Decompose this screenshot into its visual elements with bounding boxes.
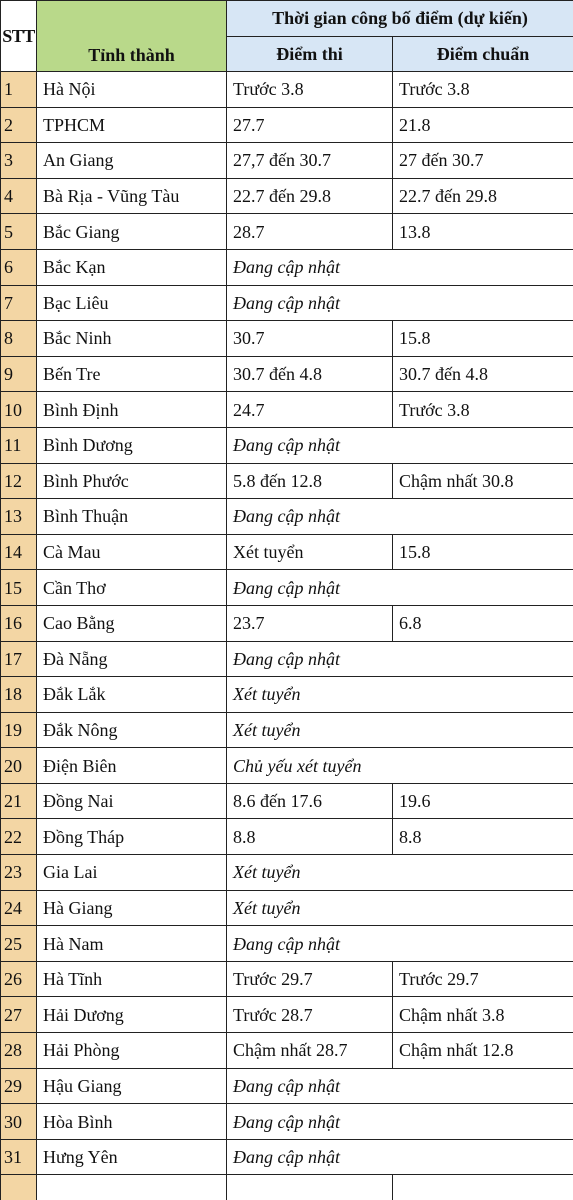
table-row — [1, 321, 573, 357]
benchmark-date-cell: 6.8 — [393, 605, 573, 641]
benchmark-date-cell: Chậm nhất 30.8 — [393, 463, 573, 499]
row-number: 31 — [1, 1139, 37, 1175]
table-row — [1, 712, 573, 748]
province-cell: TPHCM — [37, 107, 227, 143]
table-row — [1, 961, 573, 997]
exam-score-date-cell: Xét tuyển — [227, 534, 393, 570]
province-cell: Cà Mau — [37, 534, 227, 570]
table-row — [1, 641, 573, 677]
province-cell: Bà Rịa - Vũng Tàu — [37, 178, 227, 214]
benchmark-date-cell: Trước 3.8 — [393, 72, 573, 108]
province-cell: Hòa Bình — [37, 1104, 227, 1140]
exam-score-date-cell: 8.8 — [227, 819, 393, 855]
exam-score-date-cell: 30.7 — [227, 321, 393, 357]
benchmark-header: Điểm chuẩn — [393, 36, 573, 72]
table-row — [1, 249, 573, 285]
benchmark-date-cell: 27 đến 30.7 — [393, 143, 573, 179]
province-header: Tỉnh thành — [37, 1, 227, 72]
province-cell: Bắc Giang — [37, 214, 227, 250]
province-cell: Đắk Nông — [37, 712, 227, 748]
table-row — [1, 143, 573, 179]
exam-score-date-cell: 5.8 đến 12.8 — [227, 463, 393, 499]
row-number: 1 — [1, 72, 37, 108]
table-row — [1, 534, 573, 570]
benchmark-date-cell: Chậm nhất 3.8 — [393, 997, 573, 1033]
row-number: 20 — [1, 748, 37, 784]
table-row — [1, 427, 573, 463]
row-number: 27 — [1, 997, 37, 1033]
row-number: 12 — [1, 463, 37, 499]
exam-score-date-cell: 28.7 — [227, 214, 393, 250]
province-cell: Điện Biên — [37, 748, 227, 784]
benchmark-date-cell: 8.8 — [393, 819, 573, 855]
empty-cell — [37, 1175, 227, 1200]
benchmark-date-cell: 13.8 — [393, 214, 573, 250]
status-note-cell: Đang cập nhật — [227, 1104, 573, 1140]
table-row — [1, 748, 573, 784]
exam-score-date-cell: Trước 29.7 — [227, 961, 393, 997]
province-cell: Hà Tĩnh — [37, 961, 227, 997]
benchmark-date-cell: 15.8 — [393, 534, 573, 570]
row-number: 13 — [1, 499, 37, 535]
table-row — [1, 819, 573, 855]
province-cell: Cần Thơ — [37, 570, 227, 606]
empty-cell — [1, 1175, 37, 1200]
exam-score-date-cell: 23.7 — [227, 605, 393, 641]
table-row — [1, 997, 573, 1033]
status-note-cell: Đang cập nhật — [227, 249, 573, 285]
benchmark-date-cell: Chậm nhất 12.8 — [393, 1033, 573, 1069]
benchmark-date-cell: Trước 3.8 — [393, 392, 573, 428]
row-number: 8 — [1, 321, 37, 357]
benchmark-date-cell: 19.6 — [393, 783, 573, 819]
row-number: 6 — [1, 249, 37, 285]
row-number: 9 — [1, 356, 37, 392]
status-note-cell: Đang cập nhật — [227, 285, 573, 321]
province-cell: Bắc Kạn — [37, 249, 227, 285]
table-row — [1, 1139, 573, 1175]
exam-score-date-cell: 22.7 đến 29.8 — [227, 178, 393, 214]
province-cell: Bến Tre — [37, 356, 227, 392]
table-row — [1, 783, 573, 819]
table-row — [1, 605, 573, 641]
status-note-cell: Đang cập nhật — [227, 427, 573, 463]
status-note-cell: Xét tuyển — [227, 677, 573, 713]
row-number: 19 — [1, 712, 37, 748]
row-number: 11 — [1, 427, 37, 463]
status-note-cell: Xét tuyển — [227, 890, 573, 926]
table-header — [1, 1, 573, 72]
status-note-cell: Đang cập nhật — [227, 926, 573, 962]
table-row — [1, 1104, 573, 1140]
status-note-cell: Đang cập nhật — [227, 1068, 573, 1104]
exam-score-date-cell: 27,7 đến 30.7 — [227, 143, 393, 179]
status-note-cell: Xét tuyển — [227, 712, 573, 748]
table-row — [1, 855, 573, 891]
province-cell: Đồng Nai — [37, 783, 227, 819]
row-number: 26 — [1, 961, 37, 997]
province-cell: Đà Nẵng — [37, 641, 227, 677]
province-cell: Bình Dương — [37, 427, 227, 463]
province-cell: Hưng Yên — [37, 1139, 227, 1175]
province-cell: Hà Nam — [37, 926, 227, 962]
province-cell: Bắc Ninh — [37, 321, 227, 357]
table-row — [1, 890, 573, 926]
row-number: 10 — [1, 392, 37, 428]
benchmark-date-cell: Trước 29.7 — [393, 961, 573, 997]
row-number: 18 — [1, 677, 37, 713]
benchmark-date-cell: 21.8 — [393, 107, 573, 143]
benchmark-date-cell: 22.7 đến 29.8 — [393, 178, 573, 214]
table-row — [1, 499, 573, 535]
province-cell: Bạc Liêu — [37, 285, 227, 321]
row-number: 5 — [1, 214, 37, 250]
province-cell: Hà Nội — [37, 72, 227, 108]
table-row — [1, 72, 573, 108]
exam-score-date-cell: 30.7 đến 4.8 — [227, 356, 393, 392]
exam-score-date-cell: 27.7 — [227, 107, 393, 143]
row-number: 24 — [1, 890, 37, 926]
row-number: 21 — [1, 783, 37, 819]
province-cell: Bình Thuận — [37, 499, 227, 535]
announcement-time-header: Thời gian công bố điểm (dự kiến) — [227, 1, 573, 37]
province-cell: Bình Định — [37, 392, 227, 428]
province-cell: Đồng Tháp — [37, 819, 227, 855]
row-number: 16 — [1, 605, 37, 641]
table-row-partial — [1, 1175, 573, 1200]
exam-score-date-cell: 8.6 đến 17.6 — [227, 783, 393, 819]
row-number: 15 — [1, 570, 37, 606]
exam-score-date-cell: Trước 3.8 — [227, 72, 393, 108]
stt-header: STT — [1, 1, 37, 72]
exam-score-date-cell: Trước 28.7 — [227, 997, 393, 1033]
exam-score-date-cell: Chậm nhất 28.7 — [227, 1033, 393, 1069]
table-row — [1, 570, 573, 606]
table-row — [1, 1068, 573, 1104]
table-row — [1, 178, 573, 214]
row-number: 25 — [1, 926, 37, 962]
table-row — [1, 285, 573, 321]
exam-score-date-cell: 24.7 — [227, 392, 393, 428]
row-number: 14 — [1, 534, 37, 570]
table-row — [1, 463, 573, 499]
table-row — [1, 677, 573, 713]
province-cell: Hải Phòng — [37, 1033, 227, 1069]
status-note-cell: Xét tuyển — [227, 855, 573, 891]
benchmark-date-cell: 30.7 đến 4.8 — [393, 356, 573, 392]
status-note-cell: Đang cập nhật — [227, 641, 573, 677]
row-number: 7 — [1, 285, 37, 321]
empty-cell — [227, 1175, 393, 1200]
row-number: 29 — [1, 1068, 37, 1104]
status-note-cell: Đang cập nhật — [227, 499, 573, 535]
table-row — [1, 214, 573, 250]
table-row — [1, 392, 573, 428]
table-body — [1, 72, 573, 1200]
row-number: 22 — [1, 819, 37, 855]
province-cell: Đắk Lắk — [37, 677, 227, 713]
province-cell: Bình Phước — [37, 463, 227, 499]
row-number: 2 — [1, 107, 37, 143]
province-cell: Gia Lai — [37, 855, 227, 891]
table-row — [1, 1033, 573, 1069]
province-cell: Cao Bằng — [37, 605, 227, 641]
row-number: 28 — [1, 1033, 37, 1069]
empty-cell — [393, 1175, 573, 1200]
benchmark-date-cell: 15.8 — [393, 321, 573, 357]
status-note-cell: Đang cập nhật — [227, 1139, 573, 1175]
province-cell: Hà Giang — [37, 890, 227, 926]
province-cell: An Giang — [37, 143, 227, 179]
province-cell: Hải Dương — [37, 997, 227, 1033]
row-number: 23 — [1, 855, 37, 891]
row-number: 17 — [1, 641, 37, 677]
row-number: 4 — [1, 178, 37, 214]
row-number: 30 — [1, 1104, 37, 1140]
status-note-cell: Đang cập nhật — [227, 570, 573, 606]
table-row — [1, 926, 573, 962]
table-row — [1, 356, 573, 392]
table-row — [1, 107, 573, 143]
row-number: 3 — [1, 143, 37, 179]
status-note-cell: Chủ yếu xét tuyển — [227, 748, 573, 784]
exam-score-header: Điểm thi — [227, 36, 393, 72]
province-cell: Hậu Giang — [37, 1068, 227, 1104]
